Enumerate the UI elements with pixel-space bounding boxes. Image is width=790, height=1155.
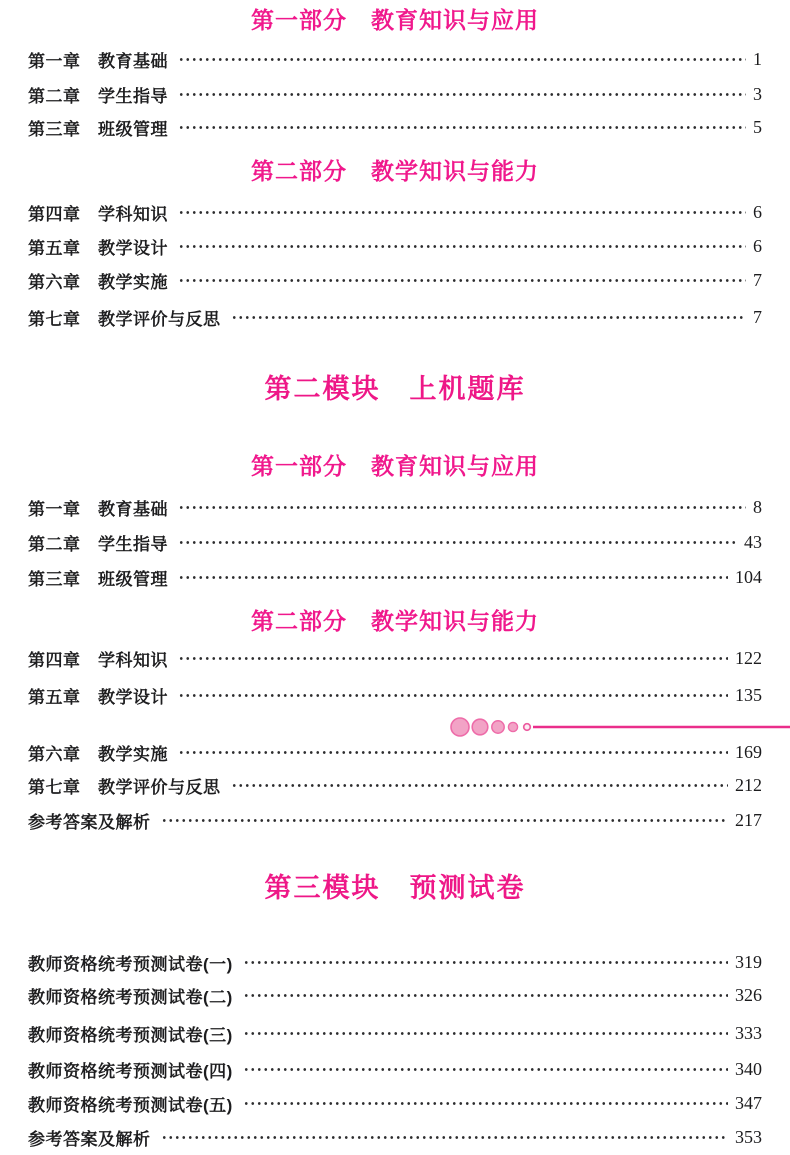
toc-entry-label: 第四章 学科知识 xyxy=(28,205,168,224)
page-number: 104 xyxy=(735,567,762,587)
toc-entry xyxy=(28,1059,762,1080)
toc-entry xyxy=(28,202,762,223)
page-number: 6 xyxy=(753,202,762,222)
toc-entry-label: 第二章 学生指导 xyxy=(28,535,168,554)
toc-entry xyxy=(28,1023,762,1044)
page-number: 319 xyxy=(735,952,762,972)
page-number: 212 xyxy=(735,775,762,795)
toc-entry xyxy=(28,532,762,553)
page-number: 8 xyxy=(753,497,762,517)
toc-entry xyxy=(28,270,762,291)
dot-leader xyxy=(231,775,729,796)
toc-entry-label: 参考答案及解析 xyxy=(28,1130,151,1149)
page-number: 43 xyxy=(744,532,762,552)
toc-entry-label: 教师资格统考预测试卷(二) xyxy=(28,988,233,1007)
part-heading: 第一部分 教育知识与应用 xyxy=(251,7,539,33)
page-number: 122 xyxy=(735,648,762,668)
dot-leader xyxy=(178,202,746,223)
dot-leader xyxy=(243,952,728,973)
toc-entry xyxy=(28,497,762,518)
toc-entry-label: 第七章 教学评价与反思 xyxy=(28,310,221,329)
decoration-dots-line xyxy=(445,714,790,740)
page-number: 353 xyxy=(735,1127,762,1147)
dot-leader xyxy=(178,117,746,138)
page-number: 217 xyxy=(735,810,762,830)
toc-entry-label: 第三章 班级管理 xyxy=(28,120,168,139)
page-number: 7 xyxy=(753,307,762,327)
dot-leader xyxy=(178,270,746,291)
toc-entry-label: 第三章 班级管理 xyxy=(28,570,168,589)
toc-entry xyxy=(28,775,762,796)
dot-leader xyxy=(178,84,746,105)
toc-entry-label: 第七章 教学评价与反思 xyxy=(28,778,221,797)
module-heading: 第二模块 上机题库 xyxy=(264,374,526,404)
dot-leader xyxy=(178,497,746,518)
page-number: 347 xyxy=(735,1093,762,1113)
toc-entry xyxy=(28,742,762,763)
toc-entry xyxy=(28,1127,762,1148)
dot-leader xyxy=(178,236,746,257)
toc-entry xyxy=(28,307,762,328)
toc-entry xyxy=(28,1093,762,1114)
toc-entry-label: 第五章 教学设计 xyxy=(28,688,168,707)
dot-leader xyxy=(178,742,728,763)
toc-entry xyxy=(28,952,762,973)
toc-entry xyxy=(28,985,762,1006)
part-heading: 第二部分 教学知识与能力 xyxy=(251,608,539,634)
toc-entry-label: 教师资格统考预测试卷(五) xyxy=(28,1096,233,1115)
toc-entry xyxy=(28,84,762,105)
toc-entry-label: 第六章 教学实施 xyxy=(28,745,168,764)
deco-circle xyxy=(508,722,517,731)
deco-circle xyxy=(451,718,469,736)
toc-entry xyxy=(28,648,762,669)
toc-entry xyxy=(28,117,762,138)
dot-leader xyxy=(243,985,728,1006)
toc-entry-label: 第四章 学科知识 xyxy=(28,651,168,670)
deco-circle xyxy=(492,721,504,733)
part-heading: 第二部分 教学知识与能力 xyxy=(251,158,539,184)
dot-leader xyxy=(243,1059,728,1080)
toc-entry xyxy=(28,236,762,257)
page-number: 340 xyxy=(735,1059,762,1079)
page-number: 169 xyxy=(735,742,762,762)
toc-entry-label: 第二章 学生指导 xyxy=(28,87,168,106)
dot-leader xyxy=(178,685,728,706)
page-number: 1 xyxy=(753,49,762,69)
dot-leader xyxy=(178,49,746,70)
toc-entry xyxy=(28,810,762,831)
page-number: 3 xyxy=(753,84,762,104)
dot-leader xyxy=(243,1093,728,1114)
toc-entry-label: 第一章 教育基础 xyxy=(28,500,168,519)
toc-entry-label: 教师资格统考预测试卷(四) xyxy=(28,1062,233,1081)
dot-leader xyxy=(243,1023,728,1044)
dot-leader xyxy=(231,307,747,328)
deco-circle xyxy=(472,719,488,735)
toc-entry-label: 教师资格统考预测试卷(一) xyxy=(28,955,233,974)
page-number: 7 xyxy=(753,270,762,290)
page-number: 326 xyxy=(735,985,762,1005)
toc-entry xyxy=(28,49,762,70)
part-heading: 第一部分 教育知识与应用 xyxy=(251,453,539,479)
dot-leader xyxy=(178,567,728,588)
page-number: 5 xyxy=(753,117,762,137)
deco-circle xyxy=(524,724,531,731)
page-number: 6 xyxy=(753,236,762,256)
toc-entry-label: 教师资格统考预测试卷(三) xyxy=(28,1026,233,1045)
toc-entry-label: 参考答案及解析 xyxy=(28,813,151,832)
page-number: 135 xyxy=(735,685,762,705)
dot-leader xyxy=(178,648,728,669)
toc-entry-label: 第一章 教育基础 xyxy=(28,52,168,71)
toc-entry-label: 第六章 教学实施 xyxy=(28,273,168,292)
toc-entry xyxy=(28,685,762,706)
dot-leader xyxy=(161,1127,729,1148)
page-number: 333 xyxy=(735,1023,762,1043)
toc-entry xyxy=(28,567,762,588)
dot-leader xyxy=(178,532,737,553)
dot-leader xyxy=(161,810,729,831)
toc-entry-label: 第五章 教学设计 xyxy=(28,239,168,258)
module-heading: 第三模块 预测试卷 xyxy=(264,873,526,903)
